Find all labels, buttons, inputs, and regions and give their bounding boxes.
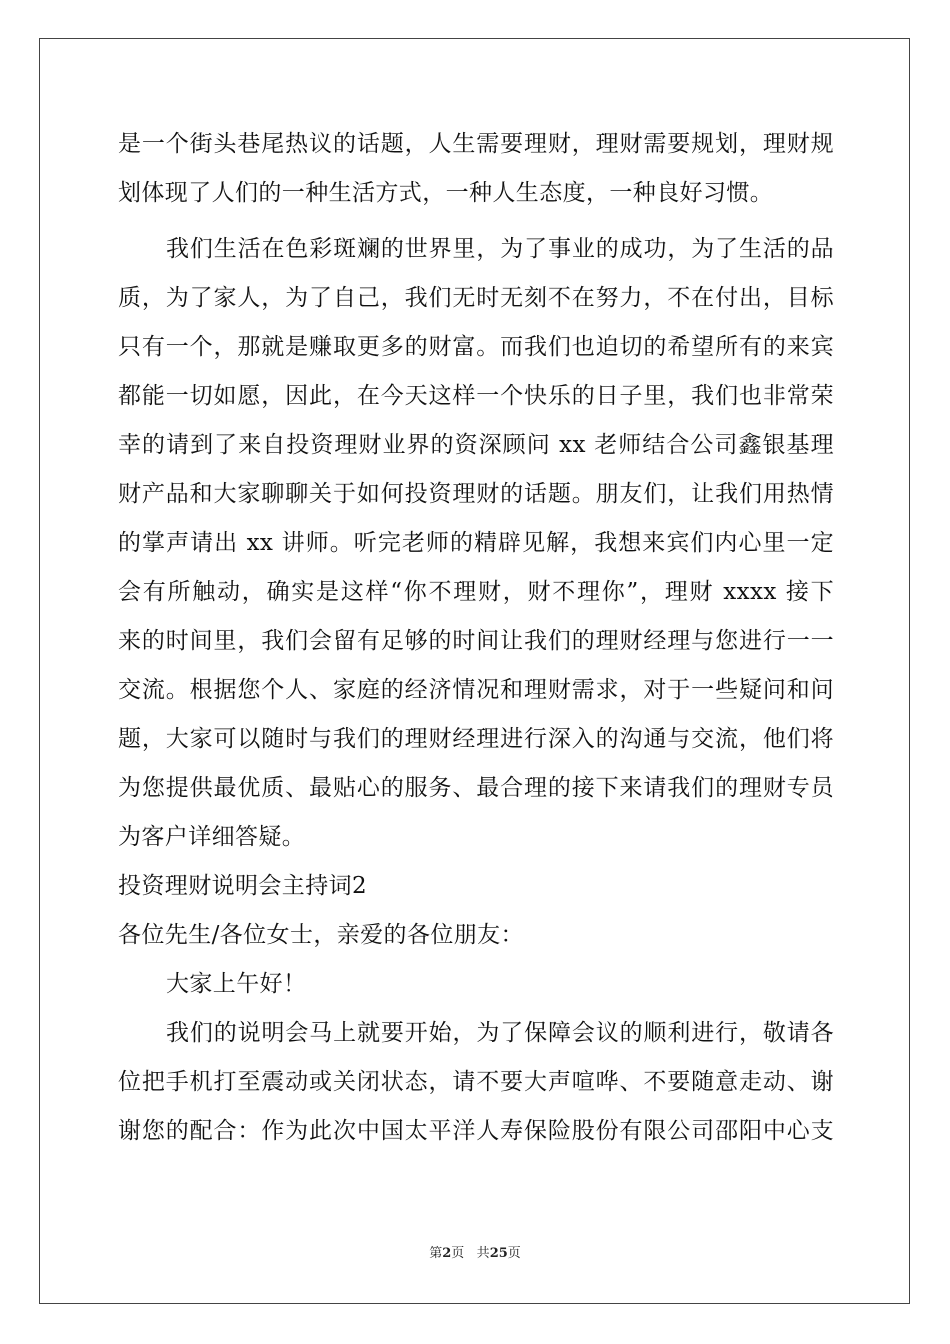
footer-page-number: 2: [442, 1246, 452, 1261]
text-line: 只有一个，那就是赚取更多的财富。而我们也迫切的希望所有的来宾: [118, 334, 834, 360]
footer-total-unit: 页: [507, 1246, 521, 1261]
text-line: 来的时间里，我们会留有足够的时间让我们的理财经理与您进行一一: [118, 628, 834, 654]
text-line: 交流。根据您个人、家庭的经济情况和理财需求，对于一些疑问和问: [118, 677, 834, 703]
text-line: 为您提供最优质、最贴心的服务、最合理的接下来请我们的理财专员: [118, 775, 834, 801]
page-footer: [0, 1244, 950, 1264]
text-line: 位把手机打至震动或关闭状态，请不要大声喧哗、不要随意走动、谢: [118, 1069, 834, 1095]
text-line: 质，为了家人，为了自己，我们无时无刻不在努力，不在付出，目标: [118, 285, 834, 311]
text-line: 谢您的配合：作为此次中国太平洋人寿保险股份有限公司邵阳中心支: [118, 1118, 834, 1144]
text-line: 我们的说明会马上就要开始，为了保障会议的顺利进行，敬请各: [166, 1020, 834, 1046]
greeting: 大家上午好！: [166, 971, 307, 997]
footer-page-unit: 页: [451, 1246, 465, 1261]
footer-total-prefix: 共: [476, 1246, 490, 1261]
text-line: 题，大家可以随时与我们的理财经理进行深入的沟通与交流，他们将: [118, 726, 834, 752]
text-line: 都能一切如愿，因此，在今天这样一个快乐的日子里，我们也非常荣: [118, 383, 834, 409]
salutation: 各位先生/各位女士，亲爱的各位朋友：: [118, 922, 524, 948]
text-line: 会有所触动，确实是这样“你不理财，财不理你”，理财 xxxx 接下: [118, 579, 834, 605]
text-line: 幸的请到了来自投资理财业界的资深顾问 xx 老师结合公司鑫银基理: [118, 432, 834, 458]
footer-prefix: 第: [429, 1246, 443, 1261]
text-line: 是一个街头巷尾热议的话题，人生需要理财，理财需要规划，理财规: [118, 131, 834, 157]
footer-total-pages: 25: [489, 1246, 508, 1261]
text-line: 的掌声请出 xx 讲师。听完老师的精辟见解，我想来宾们内心里一定: [118, 530, 834, 556]
text-line: 我们生活在色彩斑斓的世界里，为了事业的成功，为了生活的品: [166, 236, 834, 262]
section-heading: 投资理财说明会主持词2: [118, 873, 368, 899]
text-line: 财产品和大家聊聊关于如何投资理财的话题。朋友们，让我们用热情: [118, 481, 834, 507]
text-line: 划体现了人们的一种生活方式，一种人生态度，一种良好习惯。: [118, 180, 774, 206]
text-line: 为客户详细答疑。: [118, 824, 306, 850]
